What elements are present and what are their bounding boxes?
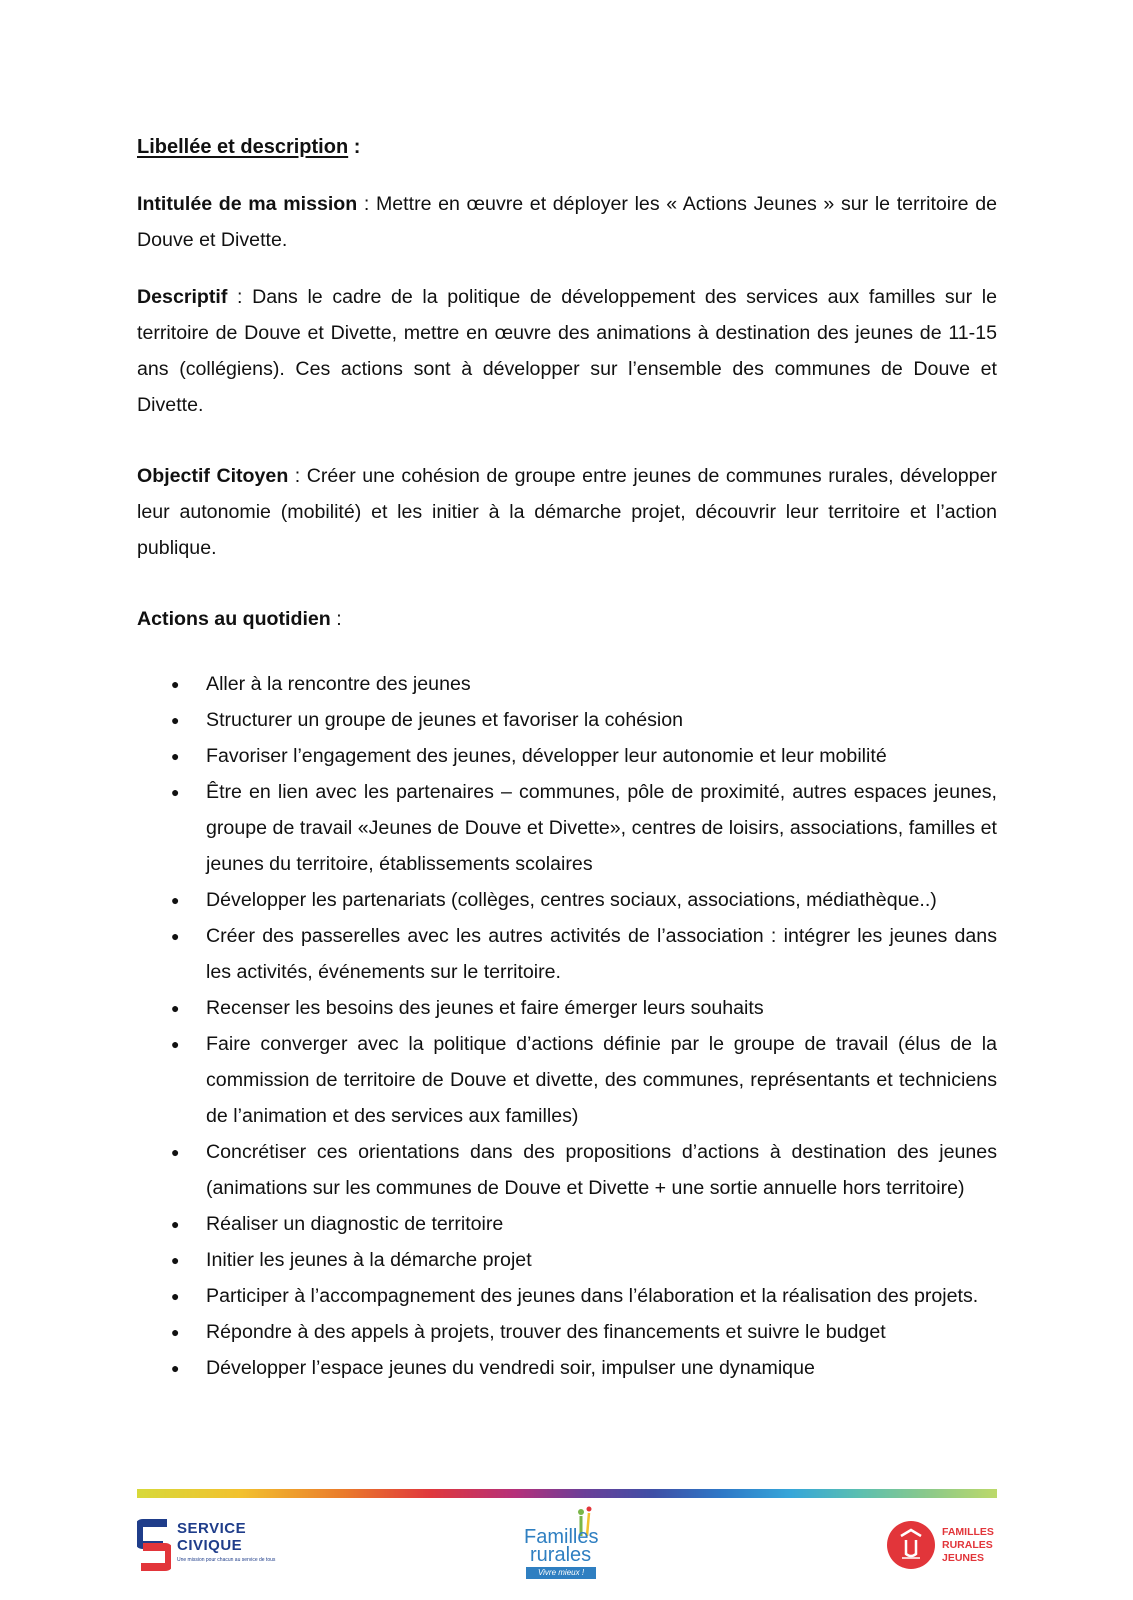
frj-line1: FAMILLES xyxy=(942,1526,994,1538)
footer-color-band xyxy=(137,1489,997,1498)
section-heading-title: Libellée et description xyxy=(137,136,349,158)
list-item: ● Initier les jeunes à la démarche projet xyxy=(137,1242,997,1278)
list-item: ● Concrétiser ces orientations dans des propositions d’actions à destination des jeunes (animations sur les communes de Douve et Divette + une sortie annuelle hors territoire) xyxy=(137,1134,997,1206)
list-item: ● Développer les partenariats (collèges, centres sociaux, associations, médiathèque..) xyxy=(137,882,997,918)
familles-rurales-jeunes-logo xyxy=(886,1520,996,1572)
objectif-label: Objectif Citoyen xyxy=(137,465,289,487)
frj-line3: JEUNES xyxy=(942,1552,985,1564)
descriptif-label: Descriptif xyxy=(137,286,228,308)
list-item: ● Faire converger avec la politique d’actions définie par le groupe de travail (élus de la commission de territoire de Douve et divette, des communes, représentants et techniciens de l’animation et des services aux familles) xyxy=(137,1026,997,1134)
actions-list xyxy=(137,666,997,1386)
familles-rurales-logo xyxy=(522,1506,614,1580)
mission-paragraph xyxy=(137,186,997,258)
section-heading xyxy=(137,136,360,159)
actions-heading-label: Actions au quotidien xyxy=(137,608,331,630)
service-civique-emblem-icon xyxy=(137,1519,171,1571)
list-item: ● Structurer un groupe de jeunes et favoriser la cohésion xyxy=(137,702,997,738)
service-civique-logo xyxy=(137,1519,276,1571)
descriptif-paragraph xyxy=(137,279,997,423)
list-item: ● Réaliser un diagnostic de territoire xyxy=(137,1206,997,1242)
list-item: ● Recenser les besoins des jeunes et faire émerger leurs souhaits xyxy=(137,990,997,1026)
service-civique-line1: SERVICE xyxy=(177,1520,247,1537)
objectif-text: : Créer une cohésion de groupe entre jeunes de communes rurales, développer leur autonomie (mobilité) et les initier à la démarche projet, découvrir leur territoire et l’action publique. xyxy=(137,465,997,559)
familles-rurales-line2: rurales xyxy=(530,1544,592,1566)
objectif-paragraph xyxy=(137,458,997,566)
list-item: ● Être en lien avec les partenaires – communes, pôle de proximité, autres espaces jeunes, groupe de travail «Jeunes de Douve et Divette», centres de loisirs, associations, familles et jeunes du territoire, établissements scolaires xyxy=(137,774,997,882)
service-civique-tagline: Une mission pour chacun au service de tous xyxy=(177,1557,276,1563)
mission-label: Intitulée de ma mission xyxy=(137,193,358,215)
section-heading-colon: : xyxy=(348,136,361,158)
list-item: ● Favoriser l’engagement des jeunes, développer leur autonomie et leur mobilité xyxy=(137,738,997,774)
list-item: ● Participer à l’accompagnement des jeunes dans l’élaboration et la réalisation des projets. xyxy=(137,1278,997,1314)
list-item: ● Développer l’espace jeunes du vendredi soir, impulser une dynamique xyxy=(137,1350,997,1386)
list-item: ● Répondre à des appels à projets, trouver des financements et suivre le budget xyxy=(137,1314,997,1350)
familles-rurales-tagline: Vivre mieux ! xyxy=(526,1567,596,1579)
actions-heading-colon: : xyxy=(330,608,342,630)
familles-rurales-line1: Familles xyxy=(524,1526,599,1548)
descriptif-text: : Dans le cadre de la politique de développement des services aux familles sur le territoire de Douve et Divette, mettre en œuvre des animations à destination des jeunes de 11-15 ans (collégiens). Ces actions sont à développer sur l’ensemble des communes de Douve et Divette. xyxy=(137,286,997,416)
mission-text: : Mettre en œuvre et déployer les « Actions Jeunes » sur le territoire de Douve et Divette. xyxy=(137,193,997,251)
actions-heading xyxy=(137,608,342,631)
list-item: ● Créer des passerelles avec les autres activités de l’association : intégrer les jeunes dans les activités, événements sur le territoire. xyxy=(137,918,997,990)
frj-line2: RURALES xyxy=(942,1539,993,1551)
service-civique-line2: CIVIQUE xyxy=(177,1537,243,1554)
familles-rurales-jeunes-emblem-icon xyxy=(886,1520,936,1570)
list-item: ● Aller à la rencontre des jeunes xyxy=(137,666,997,702)
